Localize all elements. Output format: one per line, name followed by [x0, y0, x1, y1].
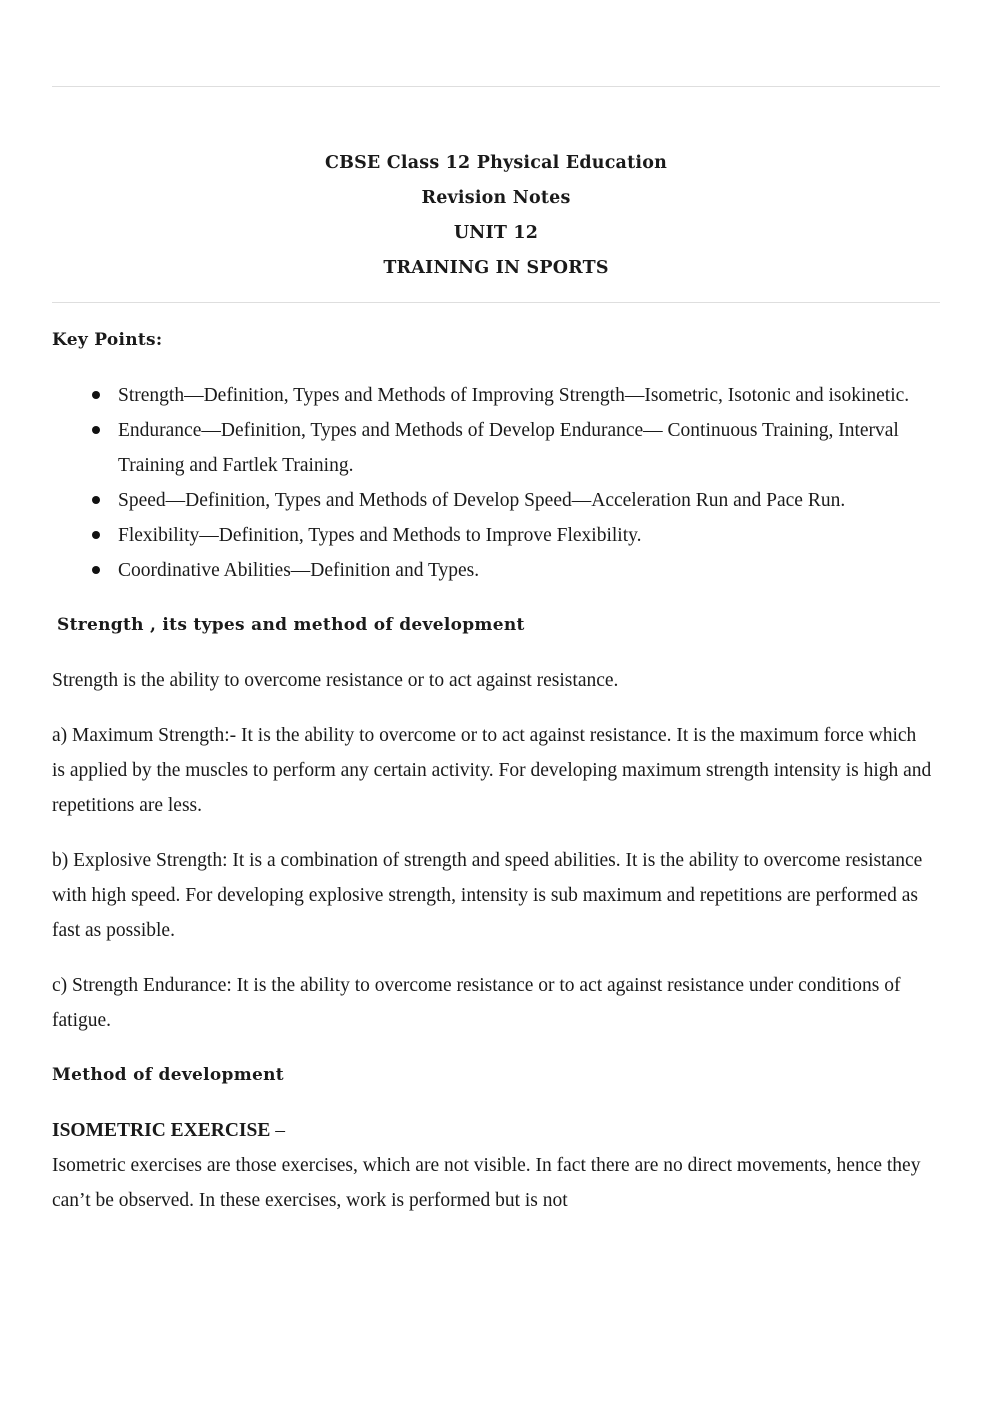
list-item-text: Speed—Definition, Types and Methods of Develop Speed—Acceleration Run and Pace Run.	[118, 490, 846, 511]
explosive-strength-paragraph: b) Explosive Strength: It is a combination of strength and speed abilities. It is the ability to overcome resistance with high speed. For developing explosive strength, intensity is sub maximum and repetitions are performed as fast as possible.	[52, 850, 923, 941]
list-item	[118, 378, 932, 413]
title-divider	[52, 302, 940, 303]
list-item	[118, 483, 932, 518]
key-points-list	[52, 378, 932, 588]
document-title-block	[52, 146, 940, 286]
list-item-text: Flexibility—Definition, Types and Methods to Improve Flexibility.	[118, 525, 642, 546]
title-line-1: CBSE Class 12 Physical Education	[324, 153, 668, 173]
isometric-heading-text: ISOMETRIC EXERCISE	[52, 1120, 271, 1141]
method-heading: Method of development	[52, 1065, 284, 1085]
title-line-2: Revision Notes	[421, 188, 571, 208]
bullet-icon	[92, 391, 100, 399]
list-item	[118, 518, 932, 553]
title-line-4: TRAINING IN SPORTS	[383, 258, 609, 278]
list-item-text: Coordinative Abilities—Definition and Types.	[118, 560, 480, 581]
bullet-icon	[92, 426, 100, 434]
list-item	[118, 413, 932, 483]
bullet-icon	[92, 531, 100, 539]
list-item-text: Endurance—Definition, Types and Methods of Develop Endurance— Continuous Training, Interval Training and Fartlek Training.	[118, 420, 899, 476]
strength-intro: Strength is the ability to overcome resistance or to act against resistance.	[52, 670, 619, 691]
title-line-3: UNIT 12	[453, 223, 539, 243]
isometric-paragraph: Isometric exercises are those exercises, which are not visible. In fact there are no direct movements, hence they can’t be observed. In these exercises, work is performed but is not	[52, 1155, 921, 1211]
isometric-heading	[52, 1113, 932, 1148]
bullet-icon	[92, 566, 100, 574]
document-body	[52, 323, 932, 1218]
list-item-text: Strength—Definition, Types and Methods of Improving Strength—Isometric, Isotonic and isokinetic.	[118, 385, 910, 406]
top-divider	[52, 86, 940, 87]
list-item	[118, 553, 932, 588]
maximum-strength-paragraph: a) Maximum Strength:- It is the ability to overcome or to act against resistance. It is the maximum force which is applied by the muscles to perform any certain activity. For developing maximum strength intensity is high and repetitions are less.	[52, 725, 932, 816]
strength-section-heading: Strength , its types and method of development	[57, 615, 525, 635]
isometric-heading-dash: –	[270, 1120, 285, 1141]
bullet-icon	[92, 496, 100, 504]
key-points-heading: Key Points:	[52, 330, 163, 350]
strength-endurance-paragraph: c) Strength Endurance: It is the ability to overcome resistance or to act against resistance under conditions of fatigue.	[52, 975, 901, 1031]
